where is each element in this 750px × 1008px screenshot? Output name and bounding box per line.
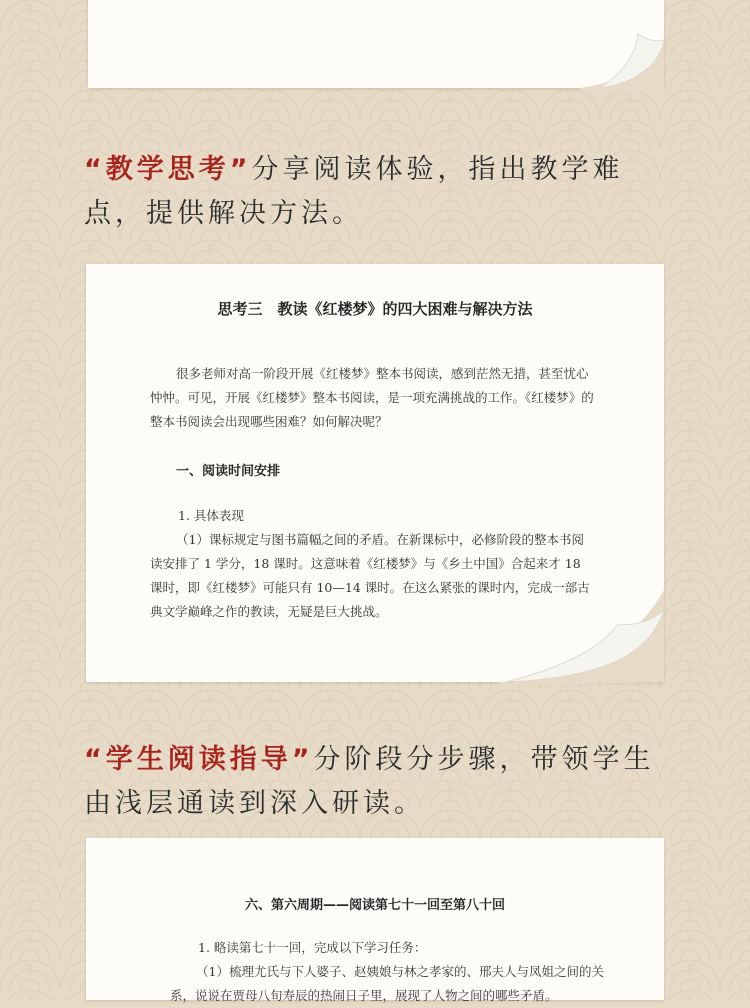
task-line: 1. 略读第七十一回，完成以下学习任务： <box>198 940 427 955</box>
caption-teaching-thoughts <box>84 148 684 236</box>
subheading: 1. 具体表现 <box>178 508 244 523</box>
task-item: （1）梳理尤氏与下人婆子、赵姨娘与林之孝家的、邢夫人与凤姐之间的关系，说说在贾母八旬寿辰的热闹日子里，展现了人物之间的哪些矛盾。 <box>170 964 604 1003</box>
body-paragraph: （1）课标规定与图书篇幅之间的矛盾。在新课标中，必修阶段的整本书阅读安排了 1 学分，18 课时。这意味着《红楼梦》与《乡土中国》合起来才 18 课时，即《红楼梦》可能只有 10—14 课时。在这么紧张的课时内，完成一部古典文学巅峰之作的教读，无疑是巨大挑战。 <box>150 532 590 619</box>
intro-paragraph: 很多老师对高一阶段开展《红楼梦》整本书阅读，感到茫然无措，甚至忧心忡忡。可见，开展《红楼梦》整本书阅读，是一项充满挑战的工作。《红楼梦》的整本书阅读会出现哪些困难？如何解决呢？ <box>150 366 594 429</box>
section-heading: 一、阅读时间安排 <box>176 464 281 479</box>
caption-text: 分阶段分步骤，带领学生由浅层通读到深入研读。 <box>84 744 655 819</box>
caption-text: 分享阅读体验，指出教学难点，提供解决方法。 <box>84 154 624 229</box>
page-curl-middle <box>500 590 670 686</box>
caption-student-guidance <box>84 738 684 826</box>
caption-highlight: “教学思考” <box>84 154 252 185</box>
caption-highlight: “学生阅读指导” <box>84 744 314 775</box>
page-curl-top <box>580 0 670 92</box>
page-title: 思考三 教读《红楼梦》的四大困难与解决方法 <box>217 300 533 318</box>
document-page-top <box>88 0 664 88</box>
page-title: 六、第六周期——阅读第七十一回至第八十回 <box>244 898 505 913</box>
document-page-guidance <box>86 838 664 1003</box>
